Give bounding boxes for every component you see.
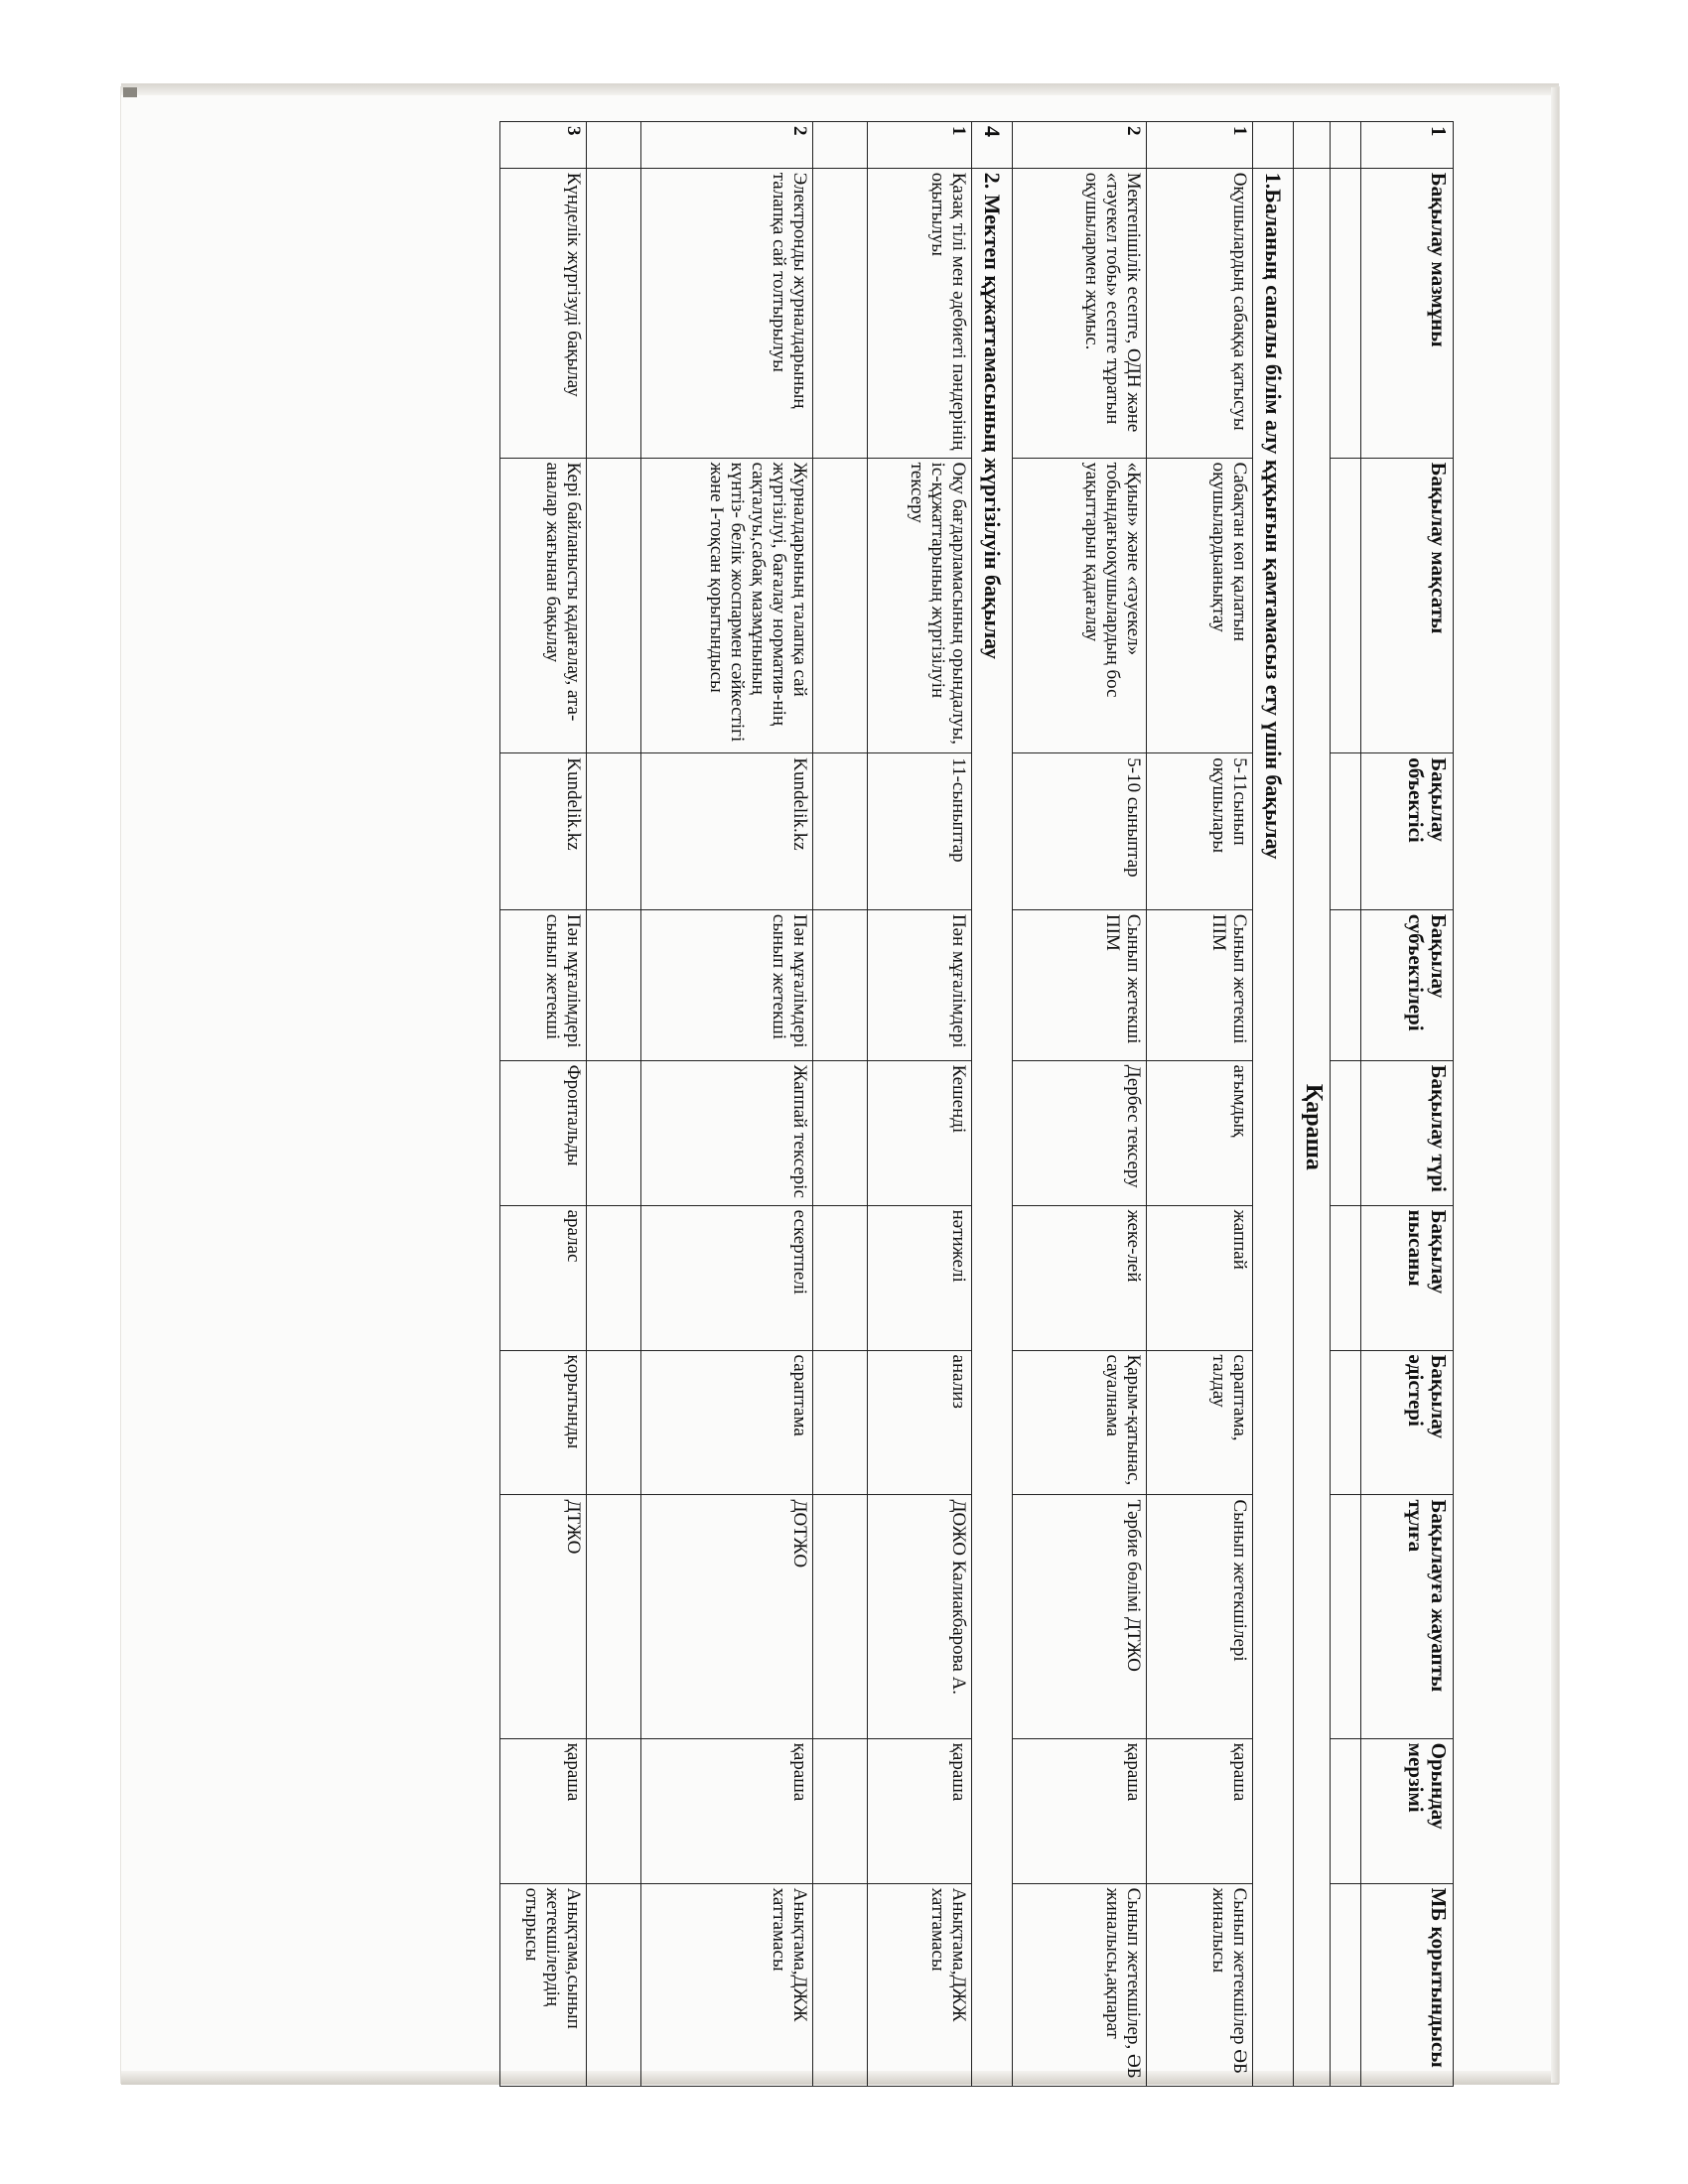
month-title: Қараша [1294, 168, 1331, 2086]
row-deadline: қараша [500, 1738, 587, 1883]
header-num: 1 [1361, 122, 1454, 169]
empty-cell [813, 168, 868, 458]
section-title: 2. Мектеп құжаттамасының жүргізілуін бақылау [972, 168, 1013, 2086]
row-purpose: Сабақтан көп қалатын оқушылардыанықтау [1147, 458, 1253, 753]
row-purpose: Оқу бағдарламасының орындалуы, іс-құжаттарының жүргізілуін тексеру [868, 458, 972, 753]
row-num: 1 [868, 122, 972, 169]
header-responsible: Бақылауға жауапты тұлға [1361, 1495, 1454, 1738]
header-result: МБ қорытындысы [1361, 1883, 1454, 2086]
row-object: 5-11сынып оқушылары [1147, 753, 1253, 910]
spacer-cell [1331, 1495, 1361, 1738]
rotated-document [381, 121, 1454, 2087]
paper-top-shadow [121, 83, 1559, 95]
empty-cell [813, 753, 868, 910]
table-row [868, 122, 972, 2087]
row-object: Kundelik.kz [500, 753, 587, 910]
row-method: қорытынды [500, 1350, 587, 1495]
row-form: жаппай [1147, 1205, 1253, 1350]
row-content: Күнделік жүргізуді бақылау [500, 168, 587, 458]
month-row [1294, 122, 1331, 2087]
row-purpose: Журналдарының талапқа сай жүргізілуі, бағалау норматив-нің сақталуы,сабақ мазмұнының күнтіз- белік жоспармен сәйкестігі және І-тоқсан қорытындысы [641, 458, 813, 753]
header-deadline: Орындау мерзімі [1361, 1738, 1454, 1883]
row-subject: Сынып жетекші ПІМ [1013, 909, 1147, 1060]
spacer-cell [1331, 1350, 1361, 1495]
empty-row [587, 122, 641, 2087]
header-form: Бақылау нысаны [1361, 1205, 1454, 1350]
row-object: 5-10 сыныптар [1013, 753, 1147, 910]
row-deadline: қараша [868, 1738, 972, 1883]
spacer-cell [1331, 1205, 1361, 1350]
row-method: сараптама, талдау [1147, 1350, 1253, 1495]
month-spacer [1294, 122, 1331, 169]
row-content: Электронды журналдарының талапқа сай толтырылуы [641, 168, 813, 458]
row-method: анализ [868, 1350, 972, 1495]
section-title: 1.Баланың сапалы білім алу құқығын қамтамасыз ету үшін бақылау [1253, 168, 1294, 2086]
header-type: Бақылау түрі [1361, 1060, 1454, 1205]
empty-cell [813, 1350, 868, 1495]
header-content: Бақылау мазмұны [1361, 168, 1454, 458]
section-title-row [972, 122, 1013, 2087]
row-form: ескертпелі [641, 1205, 813, 1350]
empty-cell [587, 909, 641, 1060]
header-purpose: Бақылау мақсаты [1361, 458, 1454, 753]
spacer-cell [1331, 753, 1361, 910]
row-result: Анықтама,ДЖЖ хаттамасы [641, 1883, 813, 2086]
empty-cell [813, 1060, 868, 1205]
control-plan-table [499, 121, 1454, 2087]
empty-cell [587, 1883, 641, 2086]
row-form: нәтижелі [868, 1205, 972, 1350]
row-result: Сынып жетекшілер, ӘБ жиналысы,ақпарат [1013, 1883, 1147, 2086]
row-content: Оқушылардың сабаққа қатысуы [1147, 168, 1253, 458]
empty-cell [587, 1738, 641, 1883]
row-form: жеке-лей [1013, 1205, 1147, 1350]
row-subject: Пән мұғалімдері [868, 909, 972, 1060]
table-row [641, 122, 813, 2087]
row-deadline: қараша [1147, 1738, 1253, 1883]
section-spacer [1253, 122, 1294, 169]
row-responsible: Тәрбие бөлімі ДТЖО [1013, 1495, 1147, 1738]
spacer-cell [1331, 1738, 1361, 1883]
empty-cell [813, 458, 868, 753]
header-row [1361, 122, 1454, 2087]
empty-cell [587, 458, 641, 753]
empty-cell [813, 1738, 868, 1883]
row-result: Сынып жетекшілер ӘБ жиналысы [1147, 1883, 1253, 2086]
header-method: Бақылау әдістері [1361, 1350, 1454, 1495]
spacer-cell [1331, 909, 1361, 1060]
spacer-cell [1331, 168, 1361, 458]
spacer-cell [1331, 122, 1361, 169]
row-type: Фронтальды [500, 1060, 587, 1205]
empty-row [813, 122, 868, 2087]
row-result: Анықтама,ДЖЖ хаттамасы [868, 1883, 972, 2086]
row-num: 3 [500, 122, 587, 169]
row-form: аралас [500, 1205, 587, 1350]
row-type: Дербес тексеру [1013, 1060, 1147, 1205]
row-content: Мектепішілік есепте, ОДН және «тәуекел тобы» есепте тұратын оқушылармен жұмыс. [1013, 168, 1147, 458]
row-deadline: қараша [1013, 1738, 1147, 1883]
row-responsible: ДОЖО Калиакбарова А. [868, 1495, 972, 1738]
row-num: 1 [1147, 122, 1253, 169]
row-method: сараптама [641, 1350, 813, 1495]
empty-cell [587, 168, 641, 458]
corner-mark [123, 87, 137, 97]
row-content: Қазақ тілі мен әдебиеті пәндерінің оқытылуы [868, 168, 972, 458]
empty-cell [813, 122, 868, 169]
row-responsible: ДТЖО [500, 1495, 587, 1738]
row-subject: Сынып жетекші ПІМ [1147, 909, 1253, 1060]
paper-right-edge [1551, 87, 1559, 2083]
empty-cell [587, 1495, 641, 1738]
table-row [500, 122, 587, 2087]
row-type: ағымдық [1147, 1060, 1253, 1205]
empty-cell [587, 122, 641, 169]
spacer-cell [1331, 458, 1361, 753]
section-num: 4 [972, 122, 1013, 169]
row-responsible: Сынып жетекшілері [1147, 1495, 1253, 1738]
row-type: Кешенді [868, 1060, 972, 1205]
empty-cell [813, 1495, 868, 1738]
row-method: Қарым-қатынас, сауалнама [1013, 1350, 1147, 1495]
spacer-cell [1331, 1060, 1361, 1205]
row-responsible: ДОТЖО [641, 1495, 813, 1738]
row-purpose: «Қиын» және «тәуекел» тобындағыоқушылардың бос уақыттарын қадағалау [1013, 458, 1147, 753]
empty-cell [587, 753, 641, 910]
empty-cell [813, 1205, 868, 1350]
spacer-row [1331, 122, 1361, 2087]
empty-cell [587, 1060, 641, 1205]
row-object: 11-сыныптар [868, 753, 972, 910]
row-deadline: қараша [641, 1738, 813, 1883]
row-num: 2 [641, 122, 813, 169]
spacer-cell [1331, 1883, 1361, 2086]
header-subject: Бақылау субъектілері [1361, 909, 1454, 1060]
row-result: Анықтама,сынып жетекшілердің отырысы [500, 1883, 587, 2086]
empty-cell [813, 1883, 868, 2086]
row-type: Жаппай тексеріс [641, 1060, 813, 1205]
section-title-row [1253, 122, 1294, 2087]
empty-cell [813, 909, 868, 1060]
table-row [1013, 122, 1147, 2087]
row-purpose: Кері байланысты қадағалау, ата-аналар жағынан бақылау [500, 458, 587, 753]
table-row [1147, 122, 1253, 2087]
header-object: Бақылау объектісі [1361, 753, 1454, 910]
row-num: 2 [1013, 122, 1147, 169]
empty-cell [587, 1205, 641, 1350]
row-subject: Пән мұғалімдері сынып жетекші [500, 909, 587, 1060]
row-object: Kundelik.kz [641, 753, 813, 910]
empty-cell [587, 1350, 641, 1495]
row-subject: Пән мұғалімдері сынып жетекші [641, 909, 813, 1060]
